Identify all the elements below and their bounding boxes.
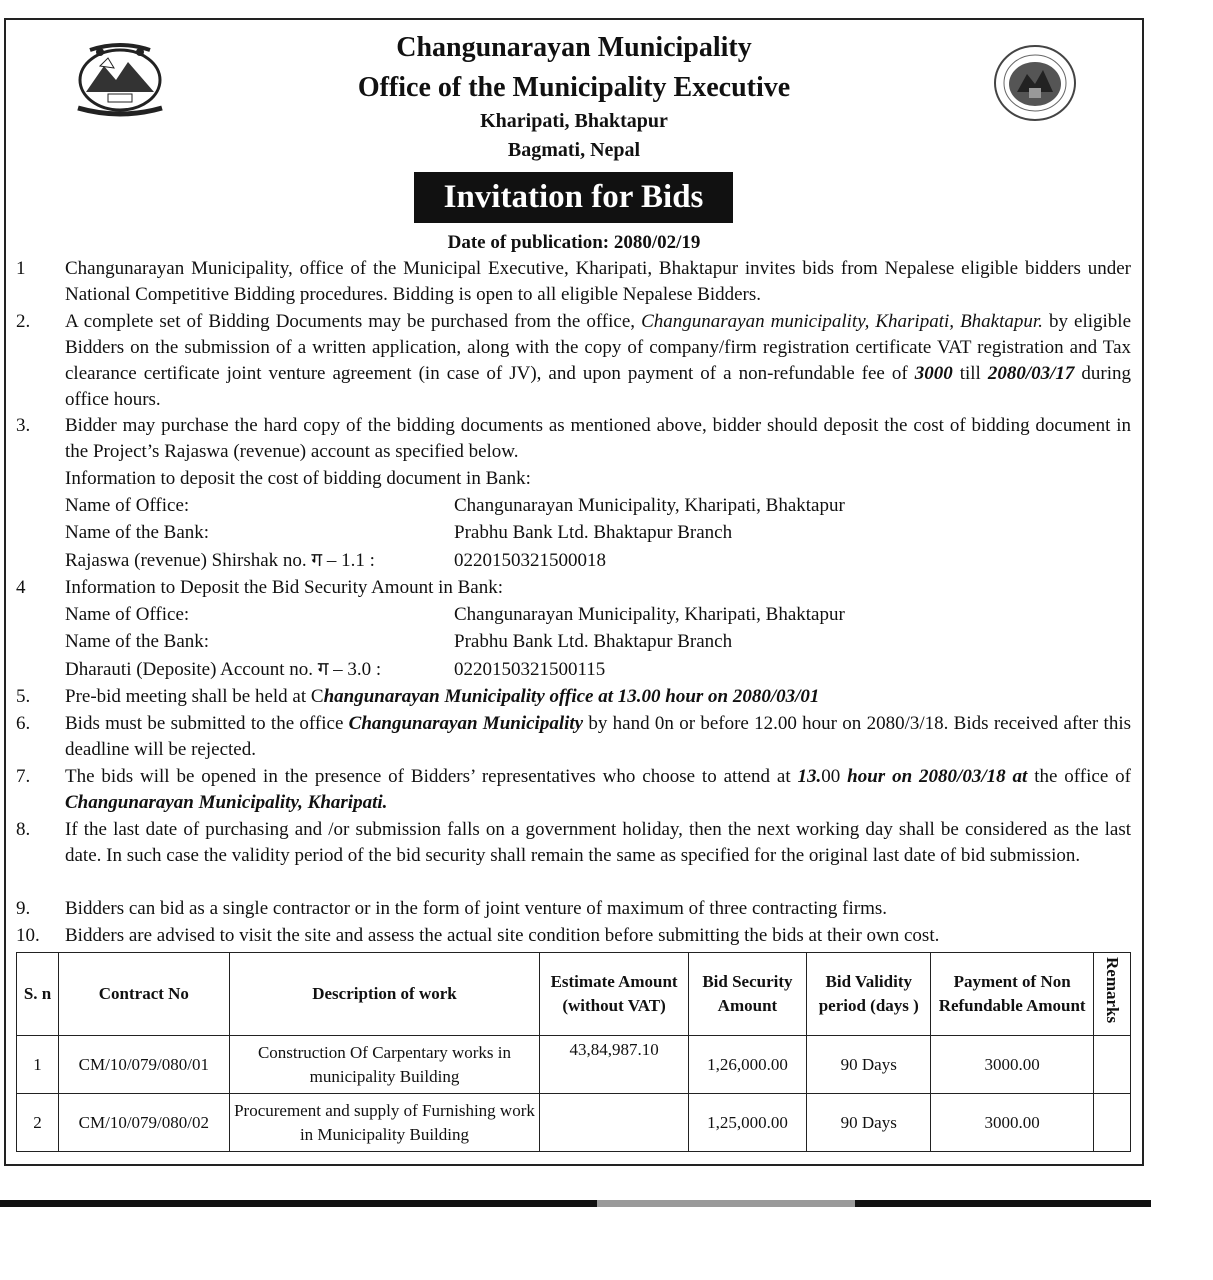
bank-value: 0220150321500115 xyxy=(454,659,606,680)
table-header-row xyxy=(17,953,1131,1036)
col-header-payment: Payment of Non Refundable Amount xyxy=(931,953,1093,1036)
bank-key: Name of Office: xyxy=(65,604,190,625)
col-header-bid-security: Bid Security Amount xyxy=(688,953,806,1036)
item-text: Pre-bid meeting shall be held at Changunarayan Municipality office at 13.00 hour on 2080/03/01 xyxy=(65,686,820,707)
publication-date: Date of publication: 2080/02/19 xyxy=(447,232,701,253)
bank-key: Name of Office: xyxy=(65,495,190,516)
bank-key: Rajaswa (revenue) Shirshak no. ग – 1.1 : xyxy=(65,550,375,571)
col-header-contract-no: Contract No xyxy=(59,953,229,1036)
col-header-estimate: Estimate Amount (without VAT) xyxy=(540,953,688,1036)
bank-value: Prabhu Bank Ltd. Bhaktapur Branch xyxy=(454,522,733,543)
cell-bid-security: 1,25,000.00 xyxy=(688,1094,806,1152)
table-row xyxy=(17,1036,1131,1094)
cell-validity: 90 Days xyxy=(807,1036,931,1094)
bids-table xyxy=(16,952,1131,1152)
cell-sn: 2 xyxy=(17,1094,59,1152)
cell-validity: 90 Days xyxy=(807,1094,931,1152)
bank-value: 0220150321500018 xyxy=(454,550,606,571)
footer-rule xyxy=(0,1200,1151,1207)
item-text: Bidder may purchase the hard copy of the bidding documents as mentioned above, bidder should deposit the cost of bidding document in the Project’s Rajaswa (revenue) account as specified below. xyxy=(65,415,1131,462)
office-name: Office of the Municipality Executive xyxy=(357,72,791,103)
bank-key: Name of the Bank: xyxy=(65,631,210,652)
bank-value: Changunarayan Municipality, Kharipati, Bhaktapur xyxy=(454,495,845,516)
cell-estimate xyxy=(540,1094,688,1152)
col-header-sn: S. n xyxy=(17,953,59,1036)
item-text: The bids will be opened in the presence of Bidders’ representatives who choose to attend at 13.00 hour on 2080/03/18 at the office of Changunarayan Municipality, Kharipati. xyxy=(65,766,1131,813)
province-line: Bagmati, Nepal xyxy=(507,139,641,161)
col-header-remarks: Remarks xyxy=(1093,953,1130,1036)
item-number: 7. xyxy=(16,766,31,787)
item-text: Bids must be submitted to the office Changunarayan Municipality by hand 0n or before 12.00 hour on 2080/3/18. Bids received after this deadline will be rejected. xyxy=(65,713,1131,760)
cell-payment: 3000.00 xyxy=(931,1036,1093,1094)
item-number: 6. xyxy=(16,713,31,734)
cell-contract-no: CM/10/079/080/02 xyxy=(59,1094,229,1152)
item-number: 10. xyxy=(16,925,40,946)
cell-payment: 3000.00 xyxy=(931,1094,1093,1152)
item-number: 8. xyxy=(16,819,31,840)
item-number: 1 xyxy=(16,258,26,279)
cell-contract-no: CM/10/079/080/01 xyxy=(59,1036,229,1094)
item-number: 2. xyxy=(16,311,31,332)
table-row xyxy=(17,1094,1131,1152)
item-text: A complete set of Bidding Documents may be purchased from the office, Changunarayan municipality, Kharipati, Bhaktapur. by eligible Bidders on the submission of a written application, along with the copy of company/firm registration certificate VAT registration and Tax clearance certificate joint venture agreement (in case of JV), and upon payment of a non-refundable fee of 3000 till 2080/03/17 during office hours. xyxy=(65,311,1132,410)
col-header-validity: Bid Validity period (days ) xyxy=(807,953,931,1036)
bank-key: Name of the Bank: xyxy=(65,522,210,543)
address-line: Kharipati, Bhaktapur xyxy=(480,110,668,132)
cell-remarks xyxy=(1093,1094,1130,1152)
cell-remarks xyxy=(1093,1036,1130,1094)
cell-sn: 1 xyxy=(17,1036,59,1094)
footer-rule-highlight xyxy=(597,1200,855,1207)
bank-value: Prabhu Bank Ltd. Bhaktapur Branch xyxy=(454,631,733,652)
notice-title-banner: Invitation for Bids xyxy=(414,172,733,223)
item-number: 3. xyxy=(16,415,31,436)
municipality-name: Changunarayan Municipality xyxy=(396,32,752,63)
item-text: Bidders can bid as a single contractor or in the form of joint venture of maximum of three contracting firms. xyxy=(65,898,888,919)
item-text: If the last date of purchasing and /or submission falls on a government holiday, then the next working day shall be considered as the last date. In such case the validity period of the bid security shall remain the same as specified for the original last date of bid submission. xyxy=(65,819,1131,866)
cell-bid-security: 1,26,000.00 xyxy=(688,1036,806,1094)
col-header-description: Description of work xyxy=(229,953,540,1036)
item-number: 4 xyxy=(16,577,26,598)
item-number: 9. xyxy=(16,898,31,919)
cell-estimate: 43,84,987.10 xyxy=(540,1036,688,1094)
bank-value: Changunarayan Municipality, Kharipati, Bhaktapur xyxy=(454,604,845,625)
item-text: Changunarayan Municipality, office of the Municipal Executive, Kharipati, Bhaktapur invites bids from Nepalese eligible bidders under National Competitive Bidding procedures. Bidding is open to all eligible Nepalese Bidders. xyxy=(65,258,1131,305)
cell-description: Procurement and supply of Furnishing work in Municipality Building xyxy=(229,1094,540,1152)
item-number: 5. xyxy=(16,686,31,707)
bank-key: Dharauti (Deposite) Account no. ग – 3.0 : xyxy=(65,659,382,680)
item-text: Information to Deposit the Bid Security Amount in Bank: xyxy=(65,577,504,598)
item-text: Bidders are advised to visit the site and assess the actual site condition before submitting the bids at their own cost. xyxy=(65,925,940,946)
cell-description: Construction Of Carpentary works in municipality Building xyxy=(229,1036,540,1094)
